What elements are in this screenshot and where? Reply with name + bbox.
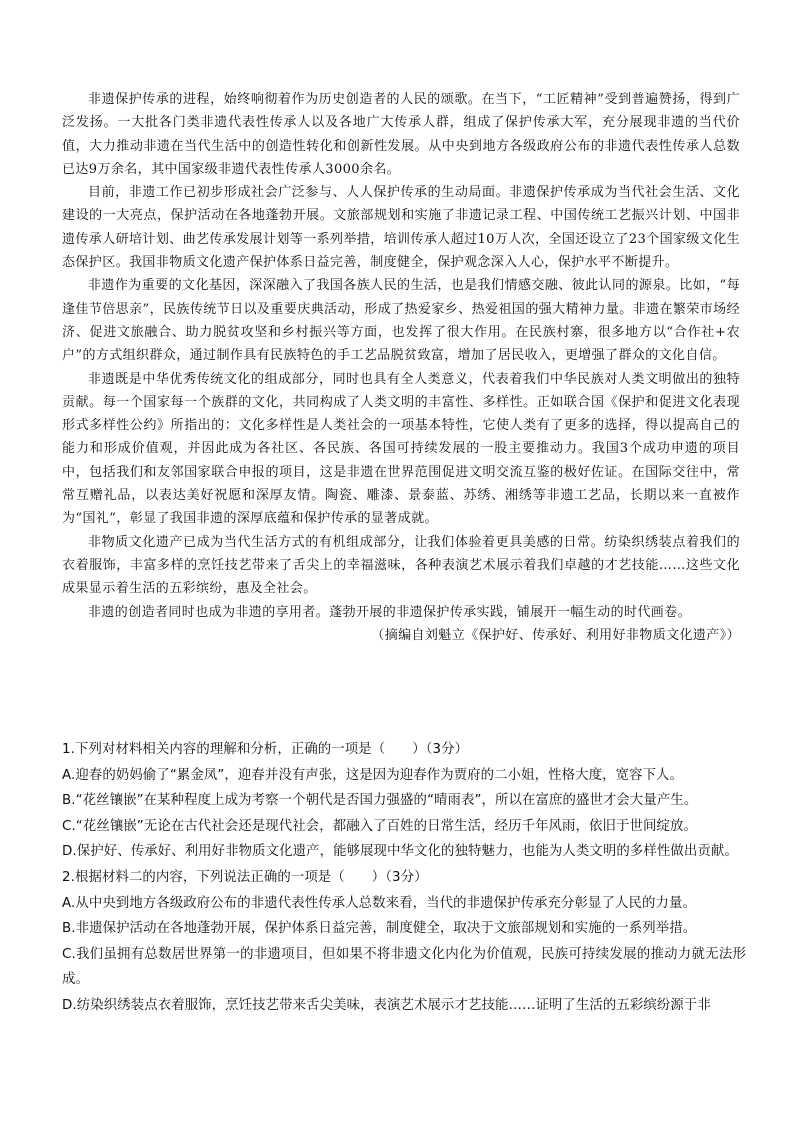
passage-source: （摘编自刘魁立《保护好、传承好、利用好非物质文化遗产》） [371,627,740,643]
passage-paragraph-5: 非物质文化遗产已成为当代生活方式的有机组成部分，让我们体验着更具美感的日常。纺染织绣装点着我们的衣着服饰，丰富多样的烹饪技艺带来了舌尖上的幸福滋味，各种表演艺术展示着我们卓越的才艺技能……这些文化成果显示着生活的五彩缤纷，惠及全社会。 [62,534,740,597]
question-stem: 2.根据材料二的内容，下列说法正确的一项是（ ）（3分） [62,869,428,885]
option-d: D.纺染织绣装点衣着服饰，烹饪技艺带来舌尖美味，表演艺术展示才艺技能……证明了生活的五彩缤纷源于非 [62,997,711,1013]
option-b: B.“花丝镶嵌”在某种程度上成为考察一个朝代是否国力强盛的“晴雨表”，所以在富庶的盛世才会大量产生。 [62,793,698,809]
question-section [62,737,746,1019]
passage-paragraph-4: 非遗既是中华优秀传统文化的组成部分，同时也具有全人类意义，代表着我们中华民族对人类文明做出的独特贡献。每一个国家每一个族群的文化，共同构成了人类文明的丰富性、多样性。正如联合国《保护和促进文化表现形式多样性公约》所指出的：文化多样性是人类社会的一项基本特性，它使人类有了更多的选择，得以提高自己的能力和形成价值观，并因此成为各社区、各民族、各国可持续发展的一股主要推动力。我国3个成功申遗的项目中，包括我们和友邻国家联合申报的项目，这是非遗在世界范围促进文明交流互鉴的极好佐证。在国际交往中，常常互赠礼品，以表达美好祝愿和深厚友情。陶瓷、雕漆、景泰蓝、苏绣、湘绣等非遗工艺品，长期以来一直被作为“国礼”，彰显了我国非遗的深厚底蕴和保护传承的显著成就。 [62,371,740,527]
option-b: B.非遗保护活动在各地蓬勃开展，保护体系日益完善，制度健全，取决于文旅部规划和实施的一系列举措。 [62,921,697,937]
option-a: A.从中央到地方各级政府公布的非遗代表性传承人总数来看，当代的非遗保护传承充分彰显了人民的力量。 [62,895,696,911]
passage-paragraph-1: 非遗保护传承的进程，始终响彻着作为历史创造者的人民的颂歌。在当下，“工匠精神”受到普遍赞扬，得到广泛发扬。一大批各门类非遗代表性传承人以及各地广大传承人群，组成了保护传承大军，充分展现非遗的当代价值，大力推动非遗在当代生活中的创造性转化和创新性发展。从中央到地方各级政府公布的非遗代表性传承人总数已达9万余名，其中国家级非遗代表性传承人3000余名。 [62,92,740,177]
question-stem: 1.下列对材料相关内容的理解和分析，正确的一项是（ ）（3分） [62,742,469,757]
reading-passage [62,88,740,647]
question-2 [62,865,746,1019]
passage-paragraph-3: 非遗作为重要的文化基因，深深融入了我国各族人民的生活，也是我们情感交融、彼此认同的源泉。比如，“每逢佳节倍思亲”，民族传统节日以及重要庆典活动，形成了热爱家乡、热爱祖国的强大精神力量。非遗在繁荣市场经济、促进文旅融合、助力脱贫攻坚和乡村振兴等方面，也发挥了很大作用。在民族村寨，很多地方以“合作社+农户”的方式组织群众，通过制作具有民族特色的手工艺品脱贫致富，增加了居民收入，更增强了群众的文化自信。 [62,278,740,364]
passage-paragraph-2: 目前，非遗工作已初步形成社会广泛参与、人人保护传承的生动局面。非遗保护传承成为当代社会生活、文化建设的一大亮点，保护活动在各地蓬勃开展。文旅部规划和实施了非遗记录工程、中国传统工艺振兴计划、中国非遗传承人研培计划、曲艺传承发展计划等一系列举措，培训传承人超过10万人次，全国还设立了23个国家级文化生态保护区。我国非物质文化遗产保护体系日益完善，制度健全，保护观念深入人心，保护水平不断提升。 [62,185,740,271]
option-c: C.我们虽拥有总数居世界第一的非遗项目，但如果不将非遗文化内化为价值观，民族可持续发展的推动力就无法形成。 [62,946,746,988]
option-c: C.“花丝镶嵌”无论在古代社会还是现代社会，都融入了百姓的日常生活，经历千年风雨，依旧于世间绽放。 [62,818,697,834]
option-d: D.保护好、传承好、利用好非物质文化遗产，能够展现中华文化的独特魅力，也能为人类文明的多样性做出贡献。 [62,844,738,860]
option-a: A.迎春的奶妈偷了“累金凤”，迎春并没有声张，这是因为迎春作为贾府的二小姐，性格大度，宽容下人。 [62,767,684,783]
passage-paragraph-6: 非遗的创造者同时也成为非遗的享用者。蓬勃开展的非遗保护传承实践，铺展开一幅生动的时代画卷。 [88,604,692,620]
question-1 [62,737,746,865]
